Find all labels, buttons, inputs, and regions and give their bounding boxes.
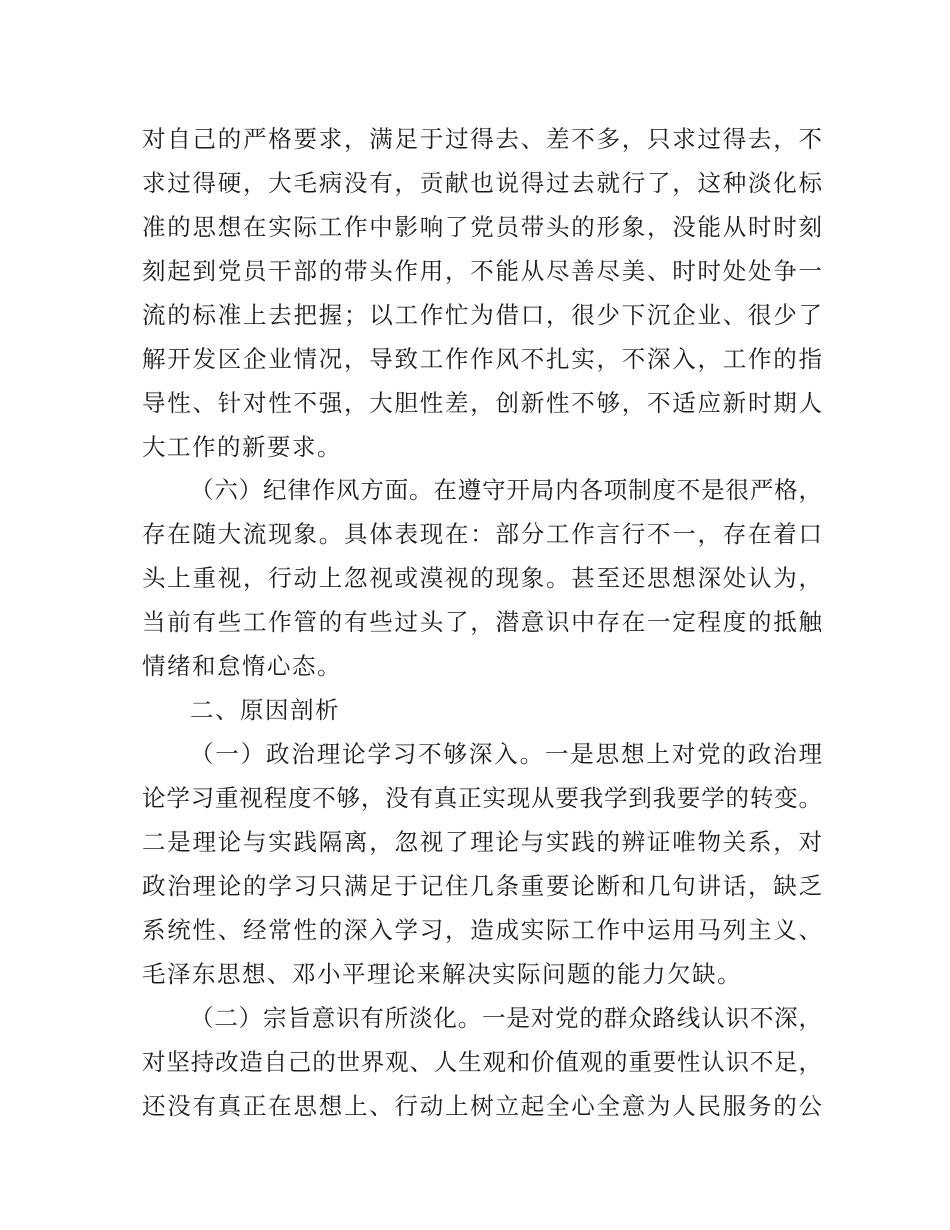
paragraph-line: 大工作的新要求。: [142, 433, 342, 461]
paragraph-line: 存在随大流现象。具体表现在：部分工作言行不一，存在着口: [142, 520, 822, 548]
paragraph-line: 求过得硬，大毛病没有，贡献也说得过去就行了，这种淡化标: [142, 169, 822, 197]
paragraph-line: 解开发区企业情况，导致工作作风不扎实，不深入，工作的指: [142, 345, 822, 373]
paragraph-line: 系统性、经常性的深入学习，造成实际工作中运用马列主义、: [142, 916, 822, 944]
paragraph-line: 情绪和怠惰心态。: [142, 652, 342, 680]
paragraph-line: 头上重视，行动上忽视或漠视的现象。甚至还思想深处认为，: [142, 564, 822, 592]
paragraph-line: 准的思想在实际工作中影响了党员带头的形象，没能从时时刻: [142, 213, 822, 241]
paragraph-line: 导性、针对性不强，大胆性差，创新性不够，不适应新时期人: [142, 389, 822, 417]
paragraph-line: 二是理论与实践隔离，忽视了理论与实践的辨证唯物关系，对: [142, 828, 822, 856]
paragraph-line: 流的标准上去把握；以工作忙为借口，很少下沉企业、很少了: [142, 301, 822, 329]
paragraph-line: 当前有些工作管的有些过头了，潜意识中存在一定程度的抵触: [142, 608, 822, 636]
paragraph-line: 对坚持改造自己的世界观、人生观和价值观的重要性认识不足，: [142, 1048, 822, 1076]
paragraph-line: 论学习重视程度不够，没有真正实现从要我学到我要学的转变。: [142, 784, 822, 812]
section-heading-political-theory: （一）政治理论学习不够深入。一是思想上对党的政治理: [190, 740, 822, 768]
section-heading-cause-analysis: 二、原因剖析: [190, 696, 340, 724]
paragraph-line: 刻起到党员干部的带头作用，不能从尽善尽美、时时处处争一: [142, 257, 822, 285]
section-heading-purpose-awareness: （二）宗旨意识有所淡化。一是对党的群众路线认识不深，: [190, 1004, 822, 1032]
paragraph-line: 毛泽东思想、邓小平理论来解决实际问题的能力欠缺。: [142, 960, 742, 988]
paragraph-line: 政治理论的学习只满足于记住几条重要论断和几句讲话，缺乏: [142, 872, 822, 900]
section-heading-discipline: （六）纪律作风方面。在遵守开局内各项制度不是很严格，: [190, 476, 822, 504]
paragraph-line: 对自己的严格要求，满足于过得去、差不多，只求过得去，不: [142, 125, 822, 153]
paragraph-line: 还没有真正在思想上、行动上树立起全心全意为人民服务的公: [142, 1092, 822, 1120]
